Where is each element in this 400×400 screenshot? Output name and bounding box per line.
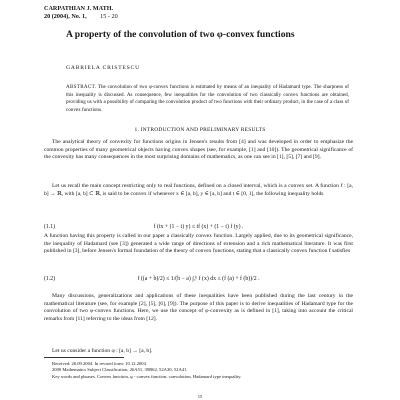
paragraph-2: Let us recall the main concept restricting only to real functions, defined on a closed interval, which is a convex set. A function f : [a, b] → ℝ, with [a, b] ⊂ ℝ, is said to be convex if whenever x ∈ [a, b], y ∈ [a, b] and t ∈ [0, 1], the following inequality holds <box>44 183 353 197</box>
equation-number: (1.2) <box>44 276 56 282</box>
paragraph-3: A function having this property is called in our paper a classically convex function. Largely applied, due to its geometrical significance, the inequality of Hadamard (see [3]) generated a wide range of directions of extension and a rich mathematical literature. It was first published in [3], before Jensen's formal foundation of the theory of convex functions, stating that a classically convex function f satisfies <box>44 233 353 254</box>
paper-author: GABRIELA CRISTESCU <box>66 65 140 71</box>
journal-issue-line <box>44 13 118 21</box>
footnote-rule <box>44 357 124 358</box>
equation-body: f ((a + b)/2) ≤ 1/(b − a) ∫ₐᵇ f (x) dx ≤ (f (a) + f (b))/2 . <box>137 276 260 282</box>
paragraph-1: The analytical theory of convexity for functions origins in Jensen's results from [4] and was developed in order to emphasize the common properties of many geometrical objects having convex shapes (see, for example, [1] and [10]). The geometrical significance of the convexity has many consequences in the most surprising domains of mathematics, as one can see in [1], [5], [7] and [9]. <box>44 139 353 160</box>
page-number: 15 <box>197 394 203 399</box>
abstract-label: ABSTRACT. <box>66 84 97 90</box>
equation-number: (1.1) <box>44 224 56 230</box>
paragraph-5: Let us consider a function φ : [a, b] → [a, b]. <box>52 348 153 354</box>
paragraph-4: Many discussions, generalizations and applications of these inequalities have been published during the last century in the mathematical literature (see, for example [2], [5], [6], [9]). The purpose of this paper is to derive inequalities of Hadamard type for the convolution of two φ-convex functions. Here, we use the concept of φ-convexity as is defined in [1], taking into account the critical remarks from [11] referring to the ideas from [12]. <box>44 293 353 322</box>
footnote-keywords: Key words and phrases. Convex function, φ - convex function, convolution, Hadamard type inequality. <box>52 373 242 379</box>
equation-body: f (tx + (1 − t) y) ≤ tf (x) + (1 − t) f (y) . <box>153 224 244 230</box>
paper-title: A property of the convolution of two φ-convex functions <box>66 29 295 40</box>
abstract-text: The convolution of two φ-convex functions is estimated by means of an inequality of Hadamard type. The sharpness of this inequality is discussed. As consequence, few inequalities for the convolution of two classically convex functions are obtained, providing us with a possibility of comparing the convolution product of two functions with their ordinary product, in the case of a class of convex functions. <box>66 84 349 113</box>
section-heading: 1. INTRODUCTION AND PRELIMINARY RESULTS <box>134 127 266 133</box>
footnote-received: Received: 26.09.2004. In revised form: 10.12.2004 <box>52 361 146 366</box>
journal-name: CARPATHIAN J. MATH. <box>44 5 114 12</box>
footnotes <box>44 361 353 380</box>
abstract <box>66 84 349 114</box>
journal-header <box>44 5 118 20</box>
journal-issue: 20 (2004), No. 1, <box>44 12 87 20</box>
journal-pages: 15 - 20 <box>100 12 118 20</box>
footnote-msc: 2000 Mathematics Subject Classification. 26A51, 39B62, 52A30, 52A41. <box>52 367 188 373</box>
